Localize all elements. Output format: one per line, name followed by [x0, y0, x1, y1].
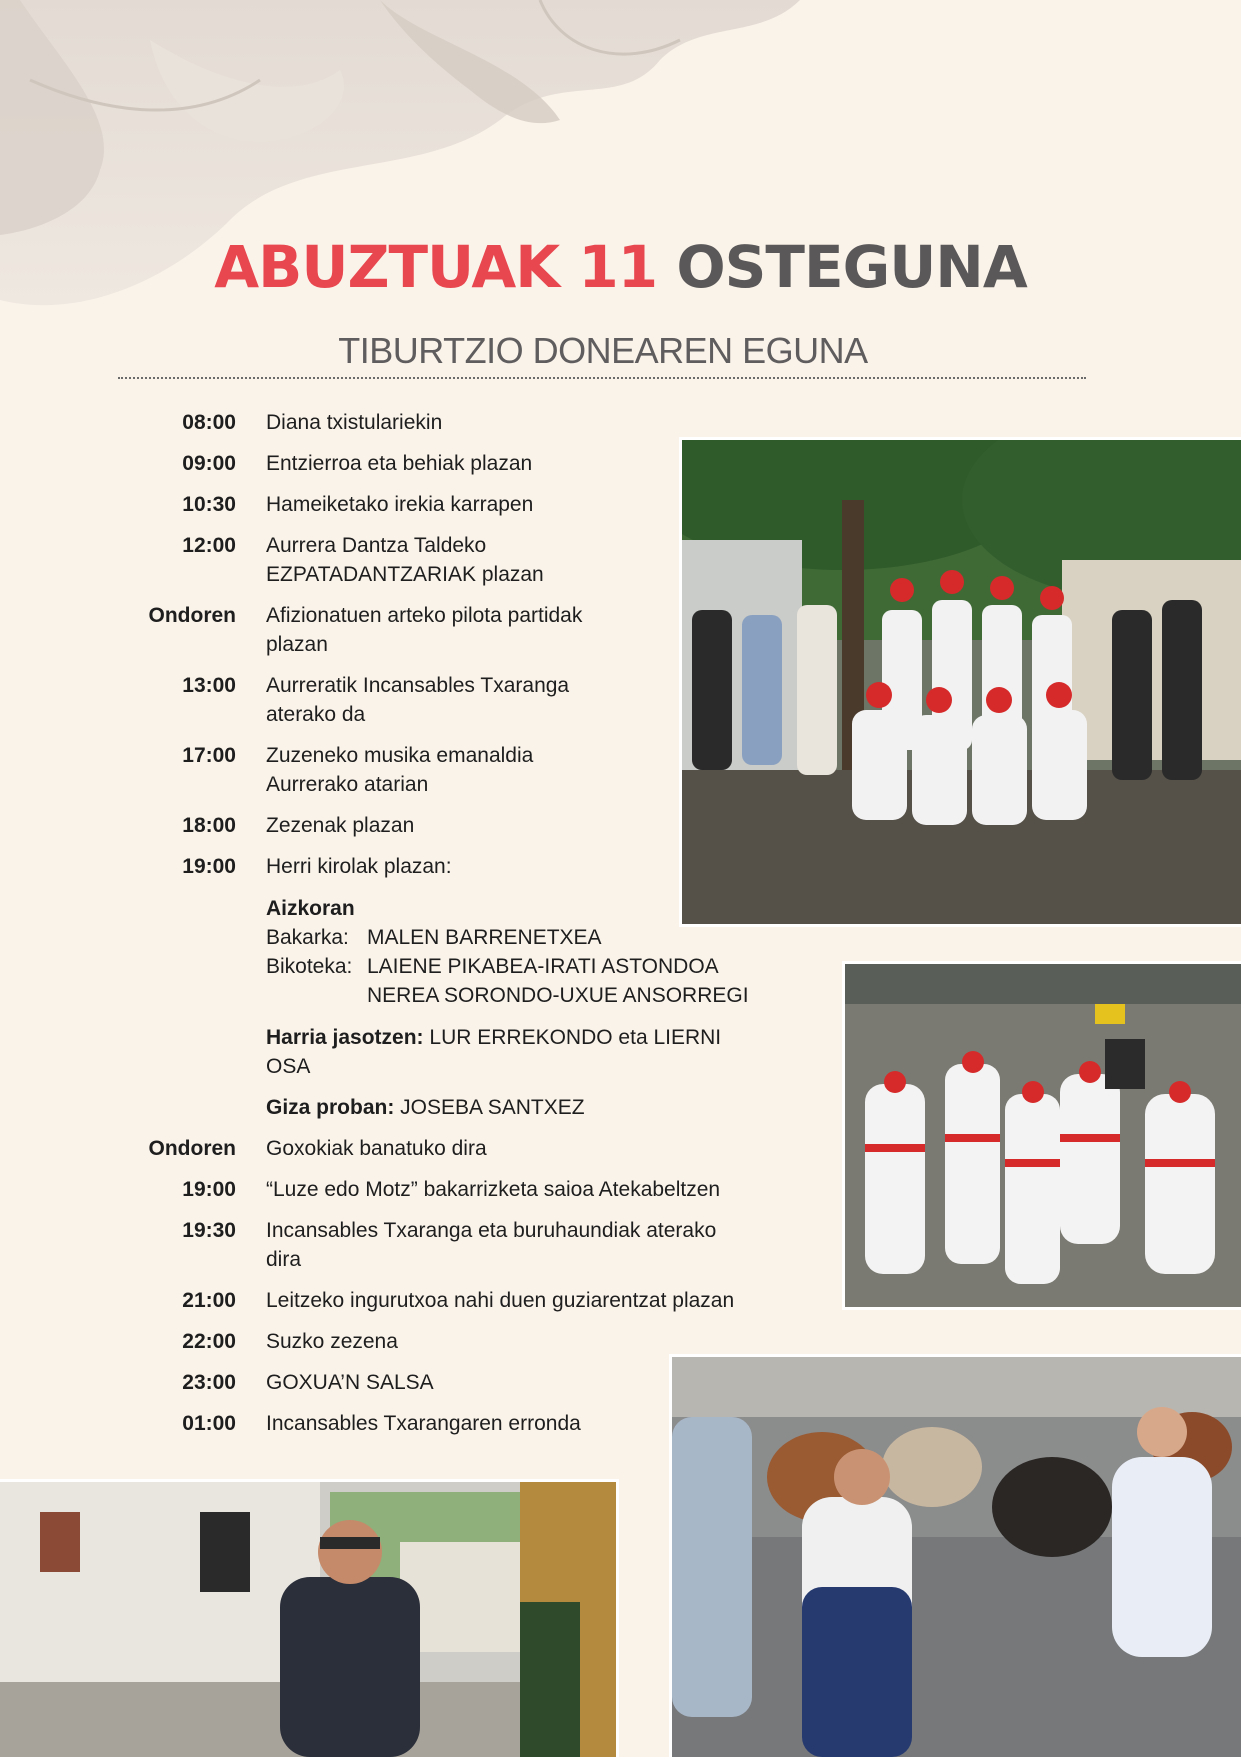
bikoteka-value: LAIENE PIKABEA-IRATI ASTONDOA [367, 955, 719, 978]
harria-label: Harria jasotzen: [266, 1026, 424, 1049]
schedule-desc-line: Incansables Txaranga eta buruhaundiak aterako [266, 1219, 717, 1242]
schedule-time: 23:00 [182, 1371, 236, 1394]
schedule-desc [266, 1216, 786, 1274]
schedule-desc-line: EZPATADANTZARIAK plazan [266, 563, 544, 586]
schedule-time: 12:00 [182, 534, 236, 557]
schedule-time: 10:30 [182, 493, 236, 516]
schedule-desc: Incansables Txarangaren erronda [266, 1412, 581, 1435]
schedule-desc: Diana txistulariekin [266, 411, 443, 434]
schedule-desc-line: Zuzeneko musika emanaldia [266, 744, 534, 767]
schedule-desc: Goxokiak banatuko dira [266, 1137, 487, 1160]
photo-man-with-glass [0, 1479, 619, 1757]
title-day: OSTEGUNA [676, 233, 1027, 301]
giza-value: JOSEBA SANTXEZ [394, 1096, 585, 1119]
schedule-time: 19:00 [182, 1178, 236, 1201]
schedule-time: 19:30 [182, 1219, 236, 1242]
title-date: ABUZTUAK 11 [214, 233, 658, 301]
schedule-time: 01:00 [182, 1412, 236, 1435]
harria-value-cont: OSA [266, 1055, 311, 1078]
schedule-desc-line: plazan [266, 633, 328, 656]
aizkoran-label: Aizkoran [266, 897, 355, 920]
schedule-desc: “Luze edo Motz” bakarrizketa saioa Atekabeltzen [266, 1178, 721, 1201]
page-title [0, 233, 1241, 301]
schedule-time: 21:00 [182, 1289, 236, 1312]
bakarka-label: Bakarka: [266, 926, 349, 949]
page-subtitle: TIBURTZIO DONEAREN EGUNA [338, 330, 868, 371]
harria-entry [266, 1023, 786, 1052]
bakarka-value: MALEN BARRENETXEA [367, 926, 602, 949]
bikoteka-label: Bikoteka: [266, 955, 353, 978]
schedule-time: 17:00 [182, 744, 236, 767]
dotted-divider [118, 377, 1086, 379]
schedule-desc-line: Aurrerako atarian [266, 773, 429, 796]
photo-sword-dance [842, 961, 1241, 1310]
schedule-desc-line: dira [266, 1248, 302, 1271]
schedule-desc: Herri kirolak plazan: [266, 855, 452, 878]
schedule-desc-line: Aurreratik Incansables Txaranga [266, 674, 570, 697]
schedule-time: 19:00 [182, 855, 236, 878]
schedule-desc: Hameiketako irekia karrapen [266, 493, 534, 516]
schedule-desc: GOXUA’N SALSA [266, 1371, 434, 1394]
schedule-time: Ondoren [148, 604, 236, 627]
harria-value: LUR ERREKONDO eta LIERNI [423, 1026, 722, 1049]
schedule-desc-line: Aurrera Dantza Taldeko [266, 534, 487, 557]
schedule-desc-line: Afizionatuen arteko pilota partidak [266, 604, 583, 627]
giza-entry [266, 1093, 786, 1122]
schedule-desc-line: aterako da [266, 703, 366, 726]
schedule-time: 09:00 [182, 452, 236, 475]
giza-label: Giza proban: [266, 1096, 395, 1119]
bikoteka-value: NEREA SORONDO-UXUE ANSORREGI [367, 984, 749, 1007]
schedule-desc: Leitzeko ingurutxoa nahi duen guziarentzat plazan [266, 1289, 735, 1312]
schedule-time: Ondoren [148, 1137, 236, 1160]
schedule-desc: Suzko zezena [266, 1330, 398, 1353]
photo-bull-run [669, 1354, 1241, 1757]
schedule-time: 22:00 [182, 1330, 236, 1353]
schedule-desc: Zezenak plazan [266, 814, 415, 837]
schedule-time: 18:00 [182, 814, 236, 837]
photo-dancers-group [679, 437, 1241, 927]
schedule-time: 13:00 [182, 674, 236, 697]
schedule-desc: Entzierroa eta behiak plazan [266, 452, 533, 475]
schedule-time: 08:00 [182, 411, 236, 434]
